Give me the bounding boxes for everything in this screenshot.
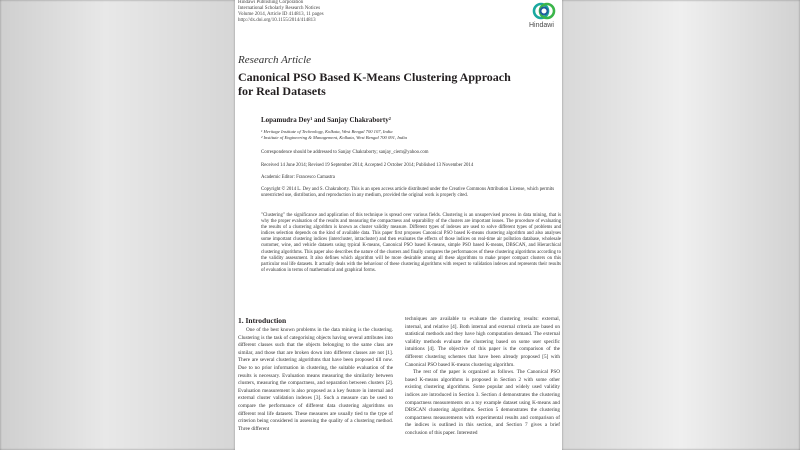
section-heading-introduction: 1. Introduction xyxy=(238,316,287,325)
header-line-volume: Volume 2014, Article ID 414813, 11 pages xyxy=(238,12,324,17)
hindawi-logo-text: Hindawi xyxy=(529,22,554,29)
title-line-2: for Real Datasets xyxy=(238,84,326,98)
article-type: Research Article xyxy=(238,54,312,66)
authors: Lopamudra Dey¹ and Sanjay Chakraborty² xyxy=(261,116,391,124)
document-page xyxy=(235,0,562,450)
affiliation-2: ² Institute of Engineering & Management, Kolkata, West Bengal 700 091, India xyxy=(261,135,407,140)
column-right xyxy=(405,316,560,438)
background-left xyxy=(0,0,235,450)
background-right xyxy=(562,0,800,450)
title-line-1: Canonical PSO Based K-Means Clustering Approach xyxy=(238,70,511,84)
intro-paragraph-2: techniques are available to evaluate the clustering results: external, internal, and relative [4]. Both internal and external criteria are based on statistical methods and they have high computation demand. The external validity methods evaluate the clustering based on some user specific intuitions [4]. The objective of this paper is the comparison of the different clustering schemes that have been already proposed [5] with Canonical PSO based K-means clustering algorithm. xyxy=(405,316,560,368)
dates: Received 14 June 2014; Revised 19 September 2014; Accepted 2 October 2014; Published 13 November 2014 xyxy=(261,163,474,168)
academic-editor: Academic Editor: Francesco Camastra xyxy=(261,175,335,180)
abstract: "Clustering" the significance and application of this technique is spread over various fields. Clustering is an unsupervised process in data mining, that is why the proper evaluation of the results and measuring the compactness and separability of the clusters are important issues. The procedure of evaluating the results of a clustering algorithm is known as cluster validity measure. Different types of indexes are used to solve different types of problems and indices selection depends on the kind of available data. This paper first proposes Canonical PSO based K-means clustering algorithm and also analyses some important clustering indices (intercluster, intracluster) and then evaluates the effects of those indices on real-time air pollution database, wholesale customer, wine, and vehicle datasets using typical K-means, Canonical PSO based K-means, simple PSO based K-means, DBSCAN, and Hierarchical clustering algorithms. This paper also describes the nature of the clusters and finally compares the performances of these clustering algorithms according to the validity assessment. It also defines which algorithm will be more desirable among all these algorithms to make proper compact clusters on this particular real life datasets. It actually deals with the behaviour of these clustering algorithms with respect to validation indexes and represents their results of evaluation in terms of mathematical and graphical forms. xyxy=(261,213,561,273)
header-line-journal: International Scholarly Research Notices xyxy=(238,6,321,11)
copyright: Copyright © 2014 L. Dey and S. Chakraborty. This is an open access article distributed under the Creative Commons Attribution License, which permits unrestricted use, distribution, and reproduction in any medium, provided the original work is properly cited. xyxy=(261,187,555,198)
paper-title xyxy=(238,70,538,98)
column-left xyxy=(238,327,393,433)
header-line-doi[interactable]: http://dx.doi.org/10.1155/2014/414813 xyxy=(238,18,316,23)
intro-paragraph-3: The rest of the paper is organized as follows. The Canonical PSO based K-means algorithms is proposed in Section 2 with some other existing clustering algorithms. Some popular and widely used validity indices are introduced in Section 3. Section 4 demonstrates the clustering compactness measurements on a toy example dataset using K-means and DBSCAN clustering algorithms. Section 5 demonstrates the clustering compactness measurements with experimental results and comparison of the indices is outlined in this section, and Section 7 gives a brief conclusion of this paper. Interested xyxy=(405,369,560,436)
header-line-publisher: Hindawi Publishing Corporation xyxy=(238,0,304,5)
correspondence: Correspondence should be addressed to Sanjay Chakraborty; sanjay_ciem@yahoo.com xyxy=(261,150,429,155)
journal-header xyxy=(238,0,324,24)
affiliations xyxy=(261,129,551,141)
intro-paragraph-1: One of the best known problems in the data mining is the clustering. Clustering is the task of categorising objects having several attributes into different classes such that the objects belonging to the same class are similar, and those that are broken down into different classes are not [1]. There are several clustering algorithms that have been proposed till now. Due to no prior information in clustering, the suitable evaluation of the results is necessary. Evaluation means measuring the similarity between clusters, measuring the compactness, and separation between clusters [2]. Evaluation measurement is also proposed as a key feature in internal and external cluster validation indexes [3]. Such a measure can be used to compare the performance of different data clustering algorithms on different real life datasets. These measures are usually tied to the type of criterion being considered in assessing the quality of a clustering method. Three different xyxy=(238,327,393,432)
affiliation-1: ¹ Heritage Institute of Technology, Kolkata, West Bengal 700 107, India xyxy=(261,129,393,134)
